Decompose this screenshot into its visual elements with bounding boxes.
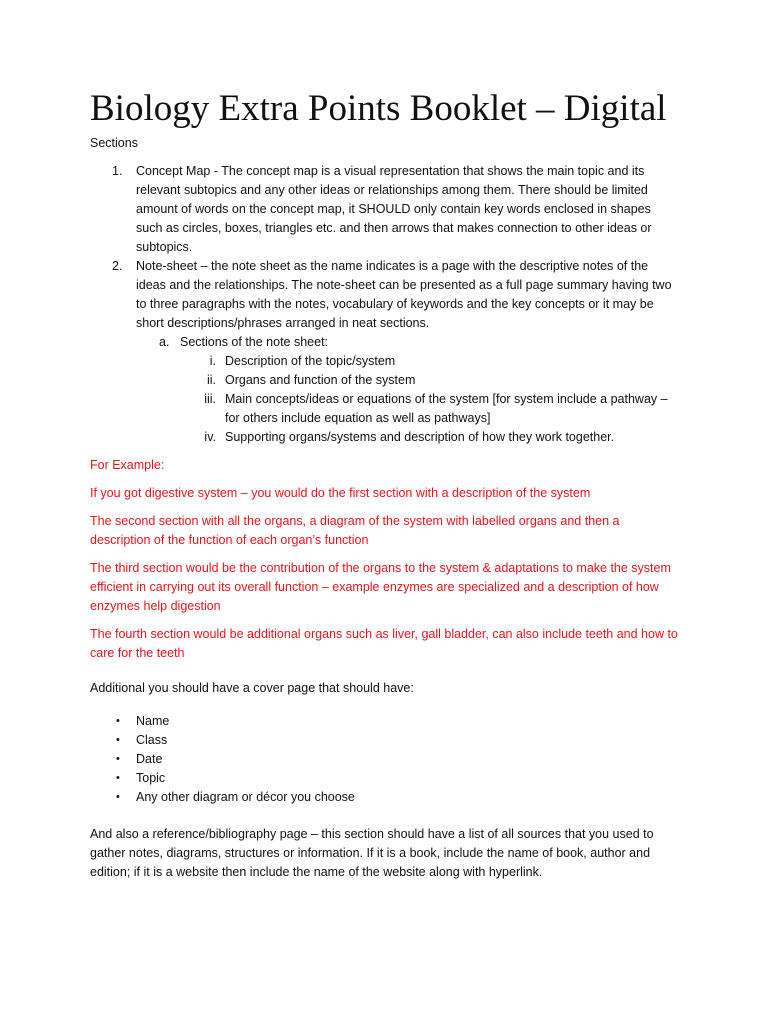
list-item-text: Description of the topic/system [225, 354, 396, 368]
list-marker: ii. [206, 373, 216, 387]
list-marker: 1. [112, 164, 123, 178]
list-marker: iii. [204, 392, 216, 406]
cover-intro: Additional you should have a cover page that should have: [90, 681, 414, 695]
list-marker: iv. [204, 430, 216, 444]
bullet-icon: • [116, 715, 120, 727]
spacer [90, 447, 678, 456]
list-item-text: Any other diagram or décor you choose [136, 790, 355, 804]
list-item-text: Date [136, 752, 163, 766]
sections-label: Sections [90, 136, 138, 150]
roman-item [90, 428, 678, 447]
list-item-text: Topic [136, 771, 166, 785]
list-item-text: Supporting organs/systems and description of how they work together. [225, 430, 615, 444]
example-paragraph: The third section would be the contribution of the organs to the system & adaptations to make the system efficient in carrying out its overall function – example enzymes are specialized and a description of how enzymes help digestion [90, 561, 671, 613]
list-marker: a. [159, 335, 170, 349]
list-item [90, 769, 678, 788]
bullet-icon: • [116, 791, 120, 803]
roman-item [90, 352, 678, 371]
list-item [90, 712, 678, 731]
list-item [90, 750, 678, 769]
list-item [90, 731, 678, 750]
list-item-text: Note-sheet – the note sheet as the name indicates is a page with the descriptive notes of the ideas and the relationships. The note-sheet can be presented as a full page summary having two to three paragraphs with the notes, vocabulary of keywords and the key concepts or it may be short descriptions/phrases arranged in neat sections. [136, 259, 672, 330]
numbered-list [90, 162, 678, 333]
sub-list-item [90, 333, 678, 352]
list-item-text: Main concepts/ideas or equations of the system [for system include a pathway – for others include equation as well as pathways] [225, 392, 668, 425]
list-item-text: Name [136, 714, 170, 728]
example-paragraph: The fourth section would be additional organs such as liver, gall bladder, can also include teeth and how to care for the teeth [90, 627, 678, 660]
example-heading: For Example: [90, 458, 165, 472]
list-item-text: Concept Map - The concept map is a visual representation that shows the main topic and its relevant subtopics and any other ideas or relationships among them. There should be limited amount of words on the concept map, it SHOULD only contain key words enclosed in shapes such as circles, boxes, triangles etc. and then arrows that makes connection to other ideas or subtopics. [136, 164, 652, 254]
roman-item [90, 390, 678, 428]
list-marker: i. [209, 354, 216, 368]
page-title: Biology Extra Points Booklet – Digital [90, 88, 667, 129]
bullet-icon: • [116, 772, 120, 784]
roman-item [90, 371, 678, 390]
example-paragraph: If you got digestive system – you would do the first section with a description of the system [90, 486, 591, 500]
roman-list [90, 352, 678, 447]
list-item-text: Sections of the note sheet: [180, 335, 329, 349]
list-item-text: Organs and function of the system [225, 373, 416, 387]
bullet-icon: • [116, 734, 120, 746]
sub-list [90, 333, 678, 352]
example-paragraph: The second section with all the organs, a diagram of the system with labelled organs and then a description of the function of each organ’s function [90, 514, 620, 547]
list-item [90, 788, 678, 807]
cover-item-list [90, 712, 678, 807]
list-item-text: Class [136, 733, 168, 747]
list-item-concept-map [90, 162, 678, 257]
bullet-icon: • [116, 753, 120, 765]
reference-paragraph: And also a reference/bibliography page – this section should have a list of all sources that you used to gather notes, diagrams, structures or information. If it is a book, include the name of book, author and edition; if it is a website then include the name of the website along with hyperlink. [90, 827, 654, 879]
list-marker: 2. [112, 259, 123, 273]
example-block [90, 456, 678, 663]
list-item-note-sheet [90, 257, 678, 333]
